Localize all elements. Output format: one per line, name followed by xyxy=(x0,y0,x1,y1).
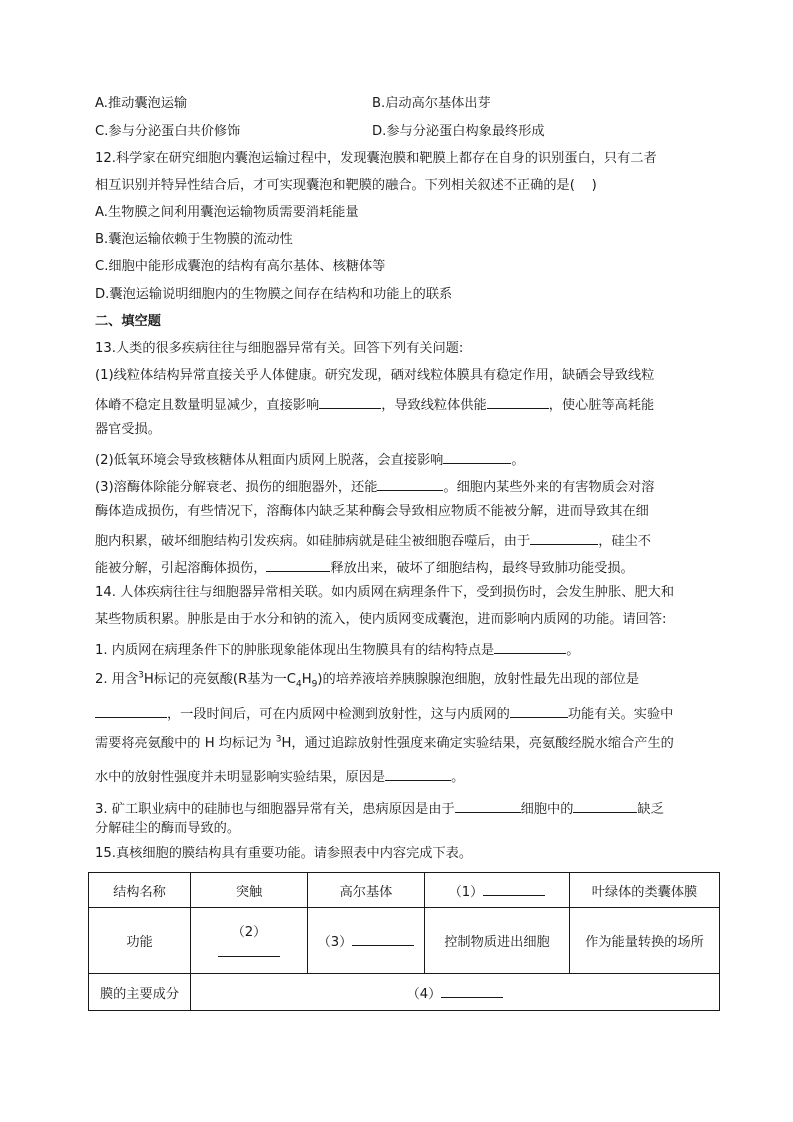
table-header-cell: 叶绿体的类囊体膜 xyxy=(570,873,720,908)
q14-text: H xyxy=(301,672,312,687)
table-cell: 作为能量转换的场所 xyxy=(570,908,720,974)
table-header-cell xyxy=(425,873,570,908)
q14-sup: 3 xyxy=(275,734,282,745)
answer-blank[interactable] xyxy=(266,557,330,572)
q14-text: 水中的放射性强度并未明显影响实验结果，原因是 xyxy=(95,770,386,785)
answer-blank[interactable] xyxy=(385,766,451,781)
q13-text: ，使心脏等高耗能 xyxy=(548,398,655,413)
q13-text: 。 xyxy=(511,453,525,468)
membrane-structure-table xyxy=(88,872,720,1011)
q14-text: 。 xyxy=(451,770,465,785)
q13-text: ，导致线粒体供能 xyxy=(381,398,487,413)
table-cell xyxy=(308,908,425,974)
q14-sub2-line4 xyxy=(95,766,464,787)
q12-option-c: C.细胞中能形成囊泡的结构有高尔基体、核糖体等 xyxy=(95,259,386,274)
table-cell xyxy=(191,908,308,974)
q13-part1-line2 xyxy=(95,394,654,415)
table-cell-label: （4） xyxy=(406,986,442,1002)
answer-blank[interactable] xyxy=(441,983,503,998)
table-header-cell: 突触 xyxy=(191,873,308,908)
q14-text: )的培养液培养胰腺腺泡细胞，放射性最先出现的部位是 xyxy=(317,672,640,687)
answer-blank[interactable] xyxy=(530,530,598,545)
q13-text: 。细胞内某些外来的有害物质会对溶 xyxy=(443,480,655,495)
answer-blank[interactable] xyxy=(377,476,443,491)
table-cell-label: （1） xyxy=(448,884,484,900)
q13-part2 xyxy=(95,449,525,470)
q14-text: 缺乏 xyxy=(637,802,664,817)
q14-text: 2. 用含 xyxy=(95,672,139,687)
q14-sub: 9 xyxy=(311,679,318,690)
table-cell: 功能 xyxy=(89,908,191,974)
q14-sub1 xyxy=(95,639,579,660)
answer-blank[interactable] xyxy=(487,394,549,409)
q13-text: ，硅尘不 xyxy=(598,534,651,549)
answer-blank[interactable] xyxy=(95,703,167,718)
q13-stem: 13.人类的很多疾病往往与细胞器异常有关。回答下列有关问题: xyxy=(95,341,464,356)
q14-text: 3. 矿工职业病中的硅肺也与细胞器异常有关，患病原因是由于 xyxy=(95,802,455,817)
q11-option-d: D.参与分泌蛋白构象最终形成 xyxy=(372,124,545,139)
answer-blank[interactable] xyxy=(573,798,637,813)
table-row xyxy=(89,908,720,974)
q14-text: H标记的亮氨酸(R基为一C xyxy=(143,672,297,687)
table-header-cell: 结构名称 xyxy=(89,873,191,908)
q14-text: ，一段时间后，可在内质网中检测到放射性，这与内质网的 xyxy=(167,707,510,722)
q14-text: 需要将亮氨酸中的 H 均标记为 xyxy=(95,736,276,751)
q14-sub2-line3 xyxy=(95,735,674,753)
q13-text: 体嵴不稳定且数量明显减少，直接影响 xyxy=(95,398,320,413)
table-cell xyxy=(191,974,720,1011)
q14-stem-line2: 某些物质积累。肿胀是由于水分和钠的流入，使内质网变成囊泡，进而影响内质网的功能。请回答: xyxy=(95,612,667,627)
q13-text: 释放出来，破坏了细胞结构，最终导致肺功能受损。 xyxy=(330,561,634,576)
section-title: 二、填空题 xyxy=(95,314,161,329)
q12-stem-line1: 12.科学家在研究细胞内囊泡运输过程中，发现囊泡膜和靶膜上都存在自身的识别蛋白，只有二者 xyxy=(95,151,657,166)
answer-blank[interactable] xyxy=(443,449,511,464)
answer-blank[interactable] xyxy=(319,394,381,409)
q14-text: 细胞中的 xyxy=(520,802,574,817)
q14-sub2-line2 xyxy=(95,703,673,724)
q13-text: (2)低氧环境会导致核糖体从粗面内质网上脱落，会直接影响 xyxy=(95,453,444,468)
table-cell: 控制物质进出细胞 xyxy=(425,908,570,974)
table-cell: 膜的主要成分 xyxy=(89,974,191,1011)
answer-blank[interactable] xyxy=(483,881,545,896)
answer-blank[interactable] xyxy=(510,703,568,718)
answer-blank[interactable] xyxy=(455,798,521,813)
q12-option-d: D.囊泡运输说明细胞内的生物膜之间存在结构和功能上的联系 xyxy=(95,287,453,302)
q13-text: 胞内积累，破坏细胞结构引发疾病。如硅肺病就是硅尘被细胞吞噬后，由于 xyxy=(95,534,531,549)
answer-blank[interactable] xyxy=(218,942,280,957)
q14-sub3-line2: 分解硅尘的酶而导致的。 xyxy=(95,821,241,836)
q14-sup: 3 xyxy=(138,670,144,681)
q13-text: 能被分解，引起溶酶体损伤， xyxy=(95,561,267,576)
q14-sub2-line1 xyxy=(95,671,639,689)
q14-text: H，通过追踪放射性强度来确定实验结果，亮氨酸经脱水缩合产生的 xyxy=(281,736,674,751)
q11-option-b: B.启动高尔基体出芽 xyxy=(372,96,491,111)
q13-part3-line1 xyxy=(95,476,654,497)
q13-part3-line2: 酶体造成损伤，有些情况下，溶酶体内缺乏某种酶会导致相应物质不能被分解，进而导致其在细 xyxy=(95,504,649,519)
q12-option-b: B.囊泡运输依赖于生物膜的流动性 xyxy=(95,232,293,247)
q14-text: 功能有关。实验中 xyxy=(567,707,674,722)
q11-option-a: A.推动囊泡运输 xyxy=(95,96,188,111)
q11-option-c: C.参与分泌蛋白共价修饰 xyxy=(95,124,241,139)
q14-sub3-line1 xyxy=(95,798,664,819)
answer-blank[interactable] xyxy=(494,639,566,654)
q13-part3-line4 xyxy=(95,557,634,578)
answer-blank[interactable] xyxy=(352,931,414,946)
q13-part3-line3 xyxy=(95,530,651,551)
q15-stem: 15.真核细胞的膜结构具有重要功能。请参照表中内容完成下表。 xyxy=(95,846,473,861)
q14-text: 1. 内质网在病理条件下的肿胀现象能体现出生物膜具有的结构特点是 xyxy=(95,643,495,658)
q12-stem-line2: 相互识别并特异性结合后，才可实现囊泡和靶膜的融合。下列相关叙述不正确的是( ) xyxy=(95,178,597,193)
q13-part1-line3: 器官受损。 xyxy=(95,422,161,437)
table-row xyxy=(89,873,720,908)
table-cell-label: （3） xyxy=(317,935,353,950)
q14-sub: 4 xyxy=(296,679,302,690)
table-row xyxy=(89,974,720,1011)
table-cell-label: （2） xyxy=(231,924,267,940)
q13-text: (3)溶酶体除能分解衰老、损伤的细胞器外，还能 xyxy=(95,480,378,495)
q14-text: 。 xyxy=(566,643,580,658)
q14-stem-line1: 14. 人体疾病往往与细胞器异常相关联。如内质网在病理条件下，受到损伤时，会发生肿胀、肥大和 xyxy=(95,585,675,600)
table-header-cell: 高尔基体 xyxy=(308,873,425,908)
q13-part1-line1: (1)线粒体结构异常直接关乎人体健康。研究发现，硒对线粒体膜具有稳定作用，缺硒会导致线粒 xyxy=(95,368,655,383)
q12-option-a: A.生物膜之间利用囊泡运输物质需要消耗能量 xyxy=(95,205,359,220)
